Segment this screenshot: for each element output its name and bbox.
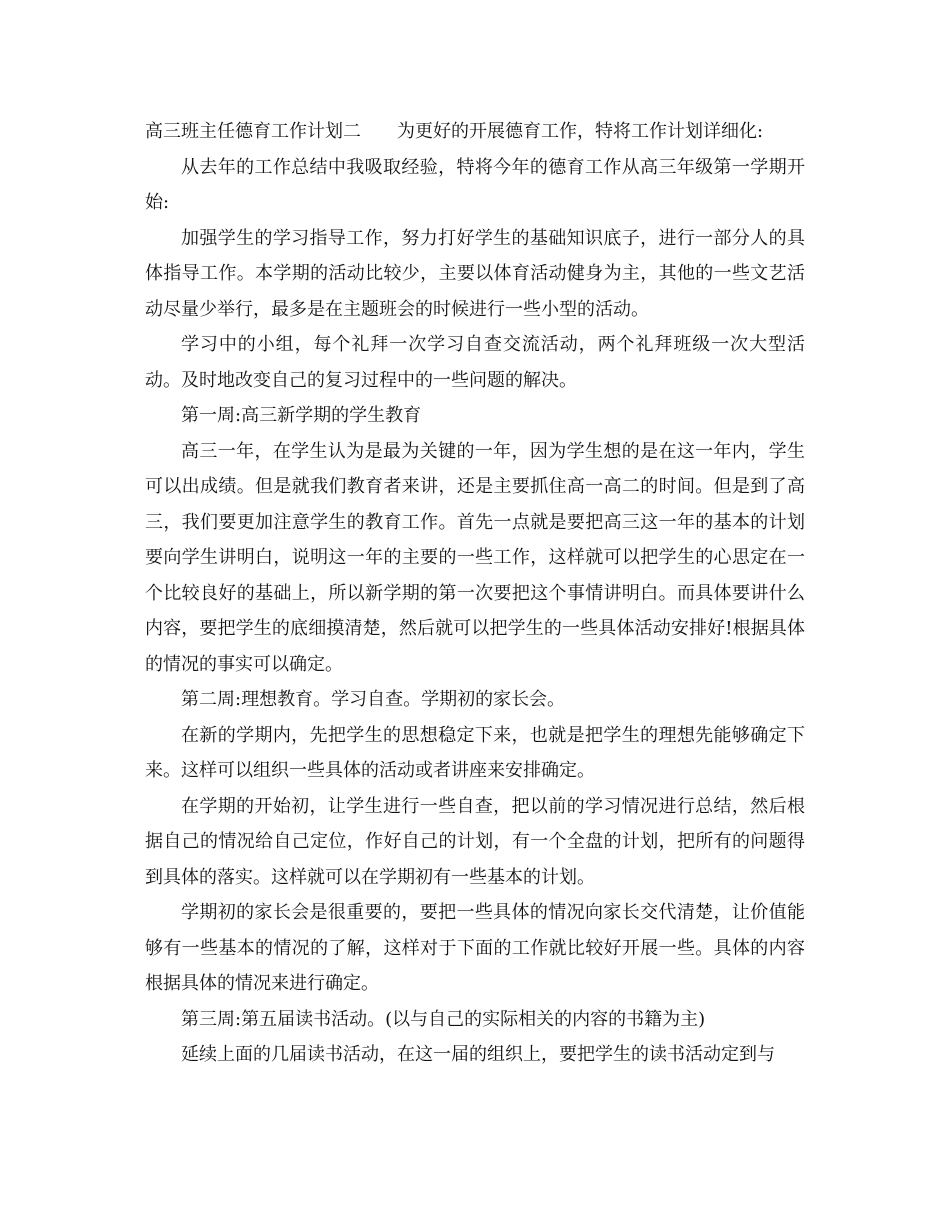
section-heading-week-3: 第三周:第五届读书活动。(以与自己的实际相关的内容的书籍为主) bbox=[181, 1008, 706, 1030]
paragraph: 从去年的工作总结中我吸取经验，特将今年的德育工作从高三年级第一学期开始: bbox=[145, 156, 805, 213]
paragraph: 在新的学期内，先把学生的思想稳定下来，也就是把学生的理想先能够确定下来。这样可以组织一些具体的活动或者讲座来安排确定。 bbox=[145, 724, 805, 781]
document-title: 高三班主任德育工作计划二 bbox=[145, 121, 361, 142]
paragraph: 加强学生的学习指导工作，努力打好学生的基础知识底子，进行一部分人的具体指导工作。本学期的活动比较少，主要以体育活动健身为主，其他的一些文艺活动尽量少举行，最多是在主题班会的时候进行一些小型的活动。 bbox=[145, 227, 805, 320]
section-heading-week-1: 第一周:高三新学期的学生教育 bbox=[181, 405, 422, 426]
section-heading-week-2: 第二周:理想教育。学习自查。学期初的家长会。 bbox=[181, 689, 566, 710]
intro-text: 为更好的开展德育工作，特将工作计划详细化: bbox=[397, 121, 764, 142]
paragraph: 学期初的家长会是很重要的，要把一些具体的情况向家长交代清楚，让价值能够有一些基本的情况的了解，这样对于下面的工作就比较好开展一些。具体的内容根据具体的情况来进行确定。 bbox=[145, 902, 805, 994]
document-body bbox=[145, 114, 805, 1073]
title-line bbox=[145, 114, 805, 150]
paragraph: 在学期的开始初，让学生进行一些自查，把以前的学习情况进行总结，然后根据自己的情况给自己定位，作好自己的计划，有一个全盘的计划，把所有的问题得到具体的落实。这样就可以在学期初有一些基本的计划。 bbox=[145, 795, 805, 888]
paragraph: 学习中的小组，每个礼拜一次学习自查交流活动，两个礼拜班级一次大型活动。及时地改变自己的复习过程中的一些问题的解决。 bbox=[145, 334, 805, 391]
paragraph: 延续上面的几届读书活动，在这一届的组织上，要把学生的读书活动定到与 bbox=[181, 1044, 775, 1065]
paragraph: 高三一年，在学生认为是最为关键的一年，因为学生想的是在这一年内，学生可以出成绩。但是就我们教育者来讲，还是主要抓住高一高二的时间。但是到了高三，我们要更加注意学生的教育工作。首先一点就是要把高三这一年的基本的计划要向学生讲明白，说明这一年的主要的一些工作，这样就可以把学生的心思定在一个比较良好的基础上，所以新学期的第一次要把这个事情讲明白。而具体要讲什么内容，要把学生的底细摸清楚，然后就可以把学生的一些具体活动安排好!根据具体的情况的事实可以确定。 bbox=[145, 440, 805, 675]
